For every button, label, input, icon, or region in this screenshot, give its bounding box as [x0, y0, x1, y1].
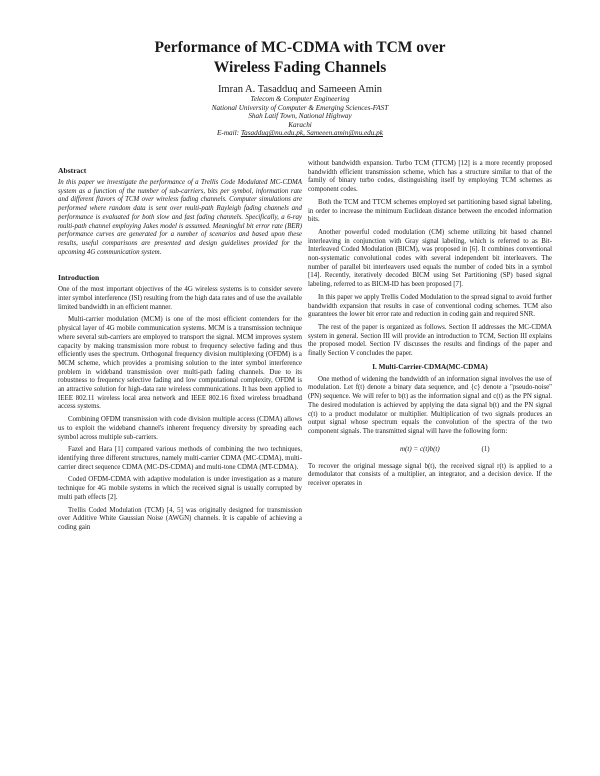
equation-1	[308, 445, 552, 453]
abstract-heading: Abstract	[58, 166, 87, 175]
right-paragraph-2: Both the TCM and TTCM schemes employed set partitioning based signal labeling, in order to increase the minimum Euclidean distance between the encoded information bits.	[308, 198, 552, 224]
introduction-heading: Introduction	[58, 273, 100, 283]
left-column	[58, 166, 302, 537]
right-paragraph-4: In this paper we apply Trellis Coded Modulation to the spread signal to avoid further bandwidth expansion that results in case of conventional coding schemes. TCM also guarantees the lower bit error rate and reduction in coding gain and required SNR.	[308, 293, 552, 319]
equation-number: (1)	[481, 444, 490, 453]
right-paragraph-3: Another powerful coded modulation (CM) scheme utilizing bit based channel interleaving in conjunction with Gray signal labeling, which is referred to as Bit-Interleaved Coded Modulation (BICM), was proposed in [6]. It combines conventional non-systematic convolutional codes with several independent bit interleavers. The number of parallel bit interleavers used equals the number of coded bits in a symbol [14]. Recently, iteratively decoded BICM using Set Partitioning (SP) based signal labeling, referred to as BICM-ID has been proposed [7].	[308, 228, 552, 289]
title-line-2: Wireless Fading Channels	[213, 59, 387, 76]
section-heading-mc-cdma: I. Multi-Carrier-CDMA(MC-CDMA)	[372, 362, 488, 371]
title-line-1: Performance of MC-CDMA with TCM over	[154, 39, 446, 56]
intro-paragraph-5: Coded OFDM-CDMA with adaptive modulation is under investigation as a mature technique for 4G mobile systems in which the received signal is usually corrupted by multi path effects [2].	[58, 476, 302, 501]
right-paragraph-7: To recover the original message signal b(t), the received signal r(t) is applied to a demodulator that consists of a multiplier, an integrator, and a decision device. If the receiver operates in	[308, 462, 552, 488]
affiliation-dept: Telecom & Computer Engineering	[250, 95, 350, 103]
author-names: Imran A. Tasadduq and Sameeen Amin	[217, 84, 383, 95]
right-column	[308, 160, 552, 493]
author-block	[100, 84, 500, 138]
abstract-text: In this paper we investigate the performance of a Trellis Code Modulated MC-CDMA system as a function of the number of sub-carriers, bits per symbol, information rate and different flavors of TCM over wireless fading channels. Computer simulations are performed where random data is sent over multi-path Rayleigh fading channels and performance is evaluated for both slow and fast fading channels. Specifically, a 6-ray multi-path channel employing Jakes model is assumed. Meaningful bit error rate (BER) performance curves are generated for a number of scenarios and based upon these results, useful comparisons are presented and design guidelines provided for the upcoming 4G communication system.	[58, 179, 302, 256]
intro-paragraph-3: Combining OFDM transmission with code division multiple access (CDMA) allows us to exploit the wideband channel's inherent frequency diversity by spreading each symbol across multiple sub-carriers.	[58, 416, 302, 441]
intro-paragraph-6: Trellis Coded Modulation (TCM) [4, 5] was originally designed for transmission over Additive White Gaussian Noise (AWGN) channels. It is capable of achieving a coding gain	[58, 506, 302, 531]
intro-paragraph-1: One of the most important objectives of the 4G wireless systems is to consider severe inter symbol interference (ISI) resulting from the high data rates and of use the available limited bandwidth in an efficient manner.	[58, 286, 302, 311]
equation-body: m(t) = c(t)b(t)	[400, 444, 440, 453]
affiliation-city: Karachi	[288, 120, 312, 129]
email-prefix: E-mail:	[217, 129, 240, 138]
right-paragraph-5: The rest of the paper is organized as follows. Section II addresses the MC-CDMA system in general. Section III will provide an introduction to TCM, Section III explains the proposed model. Section IV discusses the results and findings of the paper and finally Section V concludes the paper.	[308, 323, 552, 358]
intro-paragraph-4: Fazel and Hara [1] compared various methods of combining the two techniques, identifying three different structures, namely multi-carrier CDMA (MC-CDMA), multi-carrier direct sequence CDMA (MC-DS-CDMA) and multi-tone CDMA (MT-CDMA).	[58, 446, 302, 471]
intro-paragraph-2: Multi-carrier modulation (MCM) is one of the most efficient contenders for the physical layer of 4G mobile communication systems. MCM is a transmission technique where several sub-carriers are employed to transport the signal. MCM improves system capacity by making transmission more robust to frequency selective fading and thus efficiently uses the spectrum. Orthogonal frequency division multiplexing (OFDM) is a MCM scheme, which provides a promising solution to the inter symbol interference problem in wideband transmission over multi-path fading channels. Due to its robustness to frequency selective fading and low computational complexity, OFDM is an attractive solution for high-data rate wireless communications. It has been applied to IEEE 802.11 wireless local area network and IEEE 802.16 fixed wireless broadband access systems.	[58, 316, 302, 411]
right-paragraph-1: without bandwidth expansion. Turbo TCM (TTCM) [12] is a more recently proposed bandwidth efficient transmission scheme, which has a structure similar to that of the family of binary turbo codes, distinguishing itself by employing TCM schemes as component codes.	[308, 160, 552, 194]
affiliation-university: National University of Computer & Emerging Sciences-FAST	[211, 103, 389, 112]
paper-title	[60, 38, 540, 78]
affiliation-address: Shah Latif Town, National Highway	[248, 112, 352, 121]
email-link[interactable]: Tasadduq@nu.edu.pk, Sameeen.amin@nu.edu.pk	[240, 129, 383, 138]
email-line	[100, 129, 500, 138]
right-paragraph-6: One method of widening the bandwidth of an information signal involves the use of modulation. Let f(t) denote a binary data sequence, and {c} denote a "pseudo-noise" (PN) sequence. We will refer to b(t) as the information signal and c(t) as the PN signal. The desired modulation is achieved by applying the data signal b(t) and the PN signal c(t) to a product modulator or multiplier. Multiplication of two signals produces an output signal whose spectrum equals the convolution of the spectra of the two component signals. The transmitted signal will have the following form:	[308, 375, 552, 435]
